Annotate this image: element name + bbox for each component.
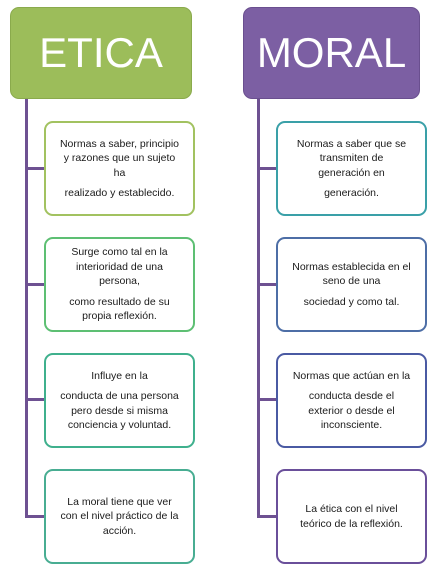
moral-box-1-line-2: transmiten de (319, 152, 384, 164)
moral-trunk-line (257, 99, 260, 518)
etica-box-4-line-3: acción. (102, 524, 137, 537)
etica-box-3 (44, 353, 195, 448)
moral-box-3 (276, 353, 427, 448)
etica-box-4-line-2: con el nivel práctico de la (60, 510, 179, 523)
moral-box-2-tail: sociedad y como tal. (303, 295, 400, 308)
moral-branch-1 (257, 167, 276, 170)
etica-box-2-line-3: persona, (99, 275, 140, 288)
etica-box-4-line-1: La moral tiene que ver (67, 495, 172, 508)
etica-trunk-line (25, 99, 28, 518)
moral-box-4 (276, 469, 427, 564)
etica-box-4 (44, 469, 195, 564)
moral-box-4-line-1: La ética con el nivel (305, 503, 398, 515)
etica-box-2 (44, 237, 195, 332)
moral-box-1-tail: generación. (324, 187, 379, 199)
etica-box-1-line-1: Normas a saber, principio (59, 137, 180, 150)
moral-box-2-line-1: Normas establecida en el (292, 260, 411, 273)
etica-box-1-line-2: y razones que un sujeto (63, 152, 176, 164)
moral-box-3-line-1: Normas que actúan en la (292, 369, 411, 382)
etica-box-2-line-2: interioridad de una (76, 260, 163, 273)
etica-box-1-line-3: ha (113, 166, 126, 179)
etica-box-2-tail: como resultado de su propia reflexión. (69, 295, 170, 323)
etica-branch-2 (25, 283, 44, 286)
moral-box-2-line-2: seno de una (322, 275, 381, 288)
moral-branch-4 (257, 515, 276, 518)
moral-box-1-line-1: Normas a saber que se (296, 137, 407, 150)
etica-branch-4 (25, 515, 44, 518)
etica-box-2-line-1: Surge como tal en la (71, 246, 168, 259)
moral-title: MORAL (256, 29, 407, 76)
moral-box-2 (276, 237, 427, 332)
moral-box-4-line-2: teórico de la reflexión. (300, 517, 403, 530)
moral-box-1-line-3: generación en (318, 166, 385, 179)
etica-box-3-tail: conducta de una persona pero desde si misma conciencia y voluntad. (60, 390, 179, 431)
etica-branch-3 (25, 398, 44, 401)
moral-header (243, 7, 420, 99)
etica-title: ETICA (39, 29, 163, 76)
moral-box-1 (276, 121, 427, 216)
etica-box-1-tail: realizado y establecido. (64, 187, 175, 199)
etica-header (10, 7, 192, 99)
etica-box-3-line-1: Influye en la (91, 369, 148, 382)
moral-branch-3 (257, 398, 276, 401)
moral-box-3-tail: conducta desde el exterior o desde el inconsciente. (308, 390, 395, 431)
etica-branch-1 (25, 167, 44, 170)
moral-branch-2 (257, 283, 276, 286)
etica-box-1 (44, 121, 195, 216)
